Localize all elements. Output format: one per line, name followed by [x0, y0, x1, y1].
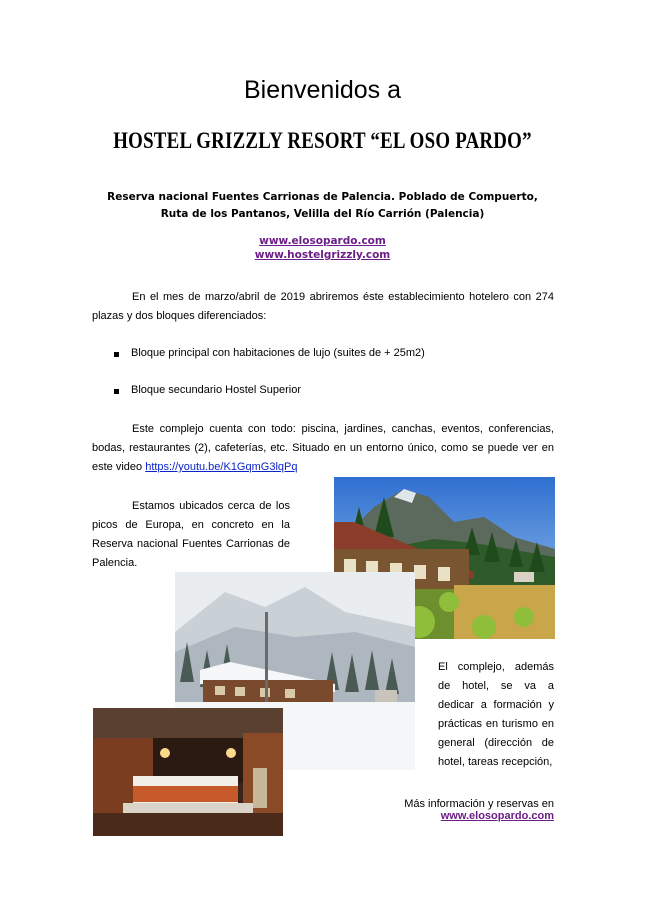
- bullet-square-icon: [114, 352, 119, 357]
- hostel-title: HOSTEL GRIZZLY RESORT “EL OSO PARDO”: [113, 128, 532, 153]
- website-link-elosopardo[interactable]: www.elosopardo.com: [259, 235, 386, 247]
- address-text: Reserva nacional Fuentes Carrionas de Palencia. Poblado de Compuerto, Ruta de los Pantanos, Velilla del Río Carrión (Palencia): [107, 191, 538, 220]
- complex-paragraph: El complejo, además de hotel, se va a dedicar a formación y prácticas en turismo en general (dirección de hotel, tareas recepción,: [438, 661, 554, 768]
- bullet-item-main-block: Bloque principal con habitaciones de lujo (suites de + 25m2): [131, 347, 425, 359]
- bullet-item-secondary-block: Bloque secundario Hostel Superior: [131, 384, 301, 396]
- location-text: Estamos ubicados cerca de los picos de Europa, en concreto en la Reserva nacional Fuentes Carrionas de Palencia.: [92, 500, 290, 569]
- hotel-room-photo: [93, 708, 283, 836]
- intro-text: En el mes de marzo/abril de 2019 abriremos éste establecimiento hotelero con 274 plazas y dos bloques diferenciados:: [92, 291, 554, 322]
- video-link[interactable]: https://youtu.be/K1GqmG3lqPq: [145, 461, 298, 473]
- welcome-heading: Bienvenidos a: [243, 76, 402, 104]
- website-link-hostelgrizzly[interactable]: www.hostelgrizzly.com: [254, 249, 391, 261]
- website-links: [0, 234, 645, 262]
- intro-paragraph: [92, 288, 554, 326]
- bullet-square-icon: [114, 389, 119, 394]
- more-info-text: Más información y reservas en: [404, 798, 554, 810]
- more-info-line: [290, 798, 554, 822]
- reservations-link[interactable]: www.elosopardo.com: [440, 810, 554, 822]
- amenities-paragraph: [92, 420, 554, 477]
- location-paragraph: [92, 497, 290, 573]
- amenities-text: Este complejo cuenta con todo: piscina, jardines, canchas, eventos, conferencias, bodas, restaurantes (2), cafeterías, etc. Situado en un entorno único, como se puede ver en este video: [92, 423, 554, 473]
